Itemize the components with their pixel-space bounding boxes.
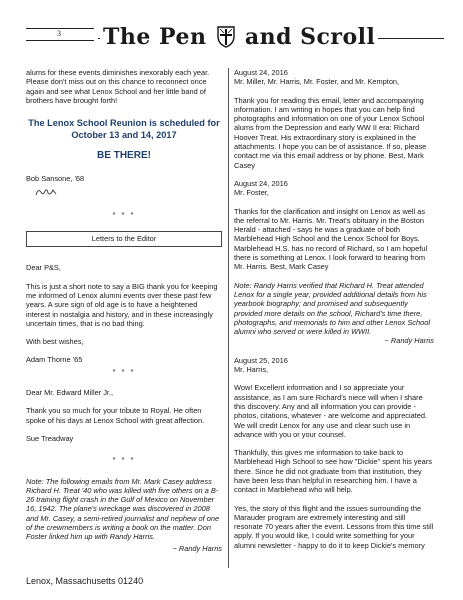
email-2-body: Thanks for the clarification and insight on Lenox as well as the referral to Mr. Harris. Mr. Treat's obituary in the Boston Herald - attached - says he was a graduate of both Marblehead High School and the Lenox School for Boys. Marblehead H.S. has no record of Richard, so I am hopeful there is something at Lenox. I look forward to hearing from Mr. Harris. Best, Mark Casey — [234, 206, 428, 272]
letter-1-closing: With best wishes, — [26, 337, 84, 347]
email-1-salutation: Mr. Miller, Mr. Harris, Mr. Foster, and Mr. Kempton, — [234, 77, 400, 87]
editor-note-2: Note: Randy Harris verified that Richard H. Treat attended Lenox for a single year; provided additional details from his yearbook biography; and promised and subsequently provided more details on the school, Richard's time there, photographs, and memorials to him and other Lenox School alumni who served or were killed in WWII. — [234, 280, 430, 337]
column-divider — [228, 68, 229, 568]
page-number-box — [26, 28, 94, 42]
left-column — [26, 68, 222, 553]
reunion-announcement: The Lenox School Reunion is scheduled for October 13 and 14, 2017 — [28, 118, 220, 140]
email-1-body: Thank you for reading this email, letter and accompanying information. I am writing in hopes that you can help find photographs and information on one of your Lenox School alums from the Depression and early WW II era: Richard Hoover Treat. His extraordinary story is explained in the attachments. I hope you can be of assistance. If so, please contact me via this email address or by phone. Best, Mark Casey — [234, 95, 427, 170]
right-column — [234, 68, 434, 559]
letter-1-signature: Adam Thorne '65 — [26, 355, 83, 365]
note-2-attribution: ~ Randy Harris — [384, 336, 434, 346]
email-2-date: August 24, 2016 — [234, 178, 288, 188]
letter-2-signature: Sue Treadway — [26, 433, 74, 443]
crest-icon — [217, 26, 235, 48]
title-part-2: and Scroll — [244, 24, 376, 50]
separator-stars: * * * — [112, 209, 136, 219]
email-3-date: August 25, 2016 — [234, 355, 288, 365]
separator-stars: * * * — [112, 455, 136, 465]
email-1-date: August 24, 2016 — [234, 68, 288, 77]
intro-paragraph: alums for these events diminishes inexorably each year. Please don't miss out on this chance to reconnect once again and see what Lenox School and her little band of brothers have brought forth! — [26, 68, 210, 105]
letter-1-body: This is just a short note to say a BIG thank you for keeping me informed of Lenox alumni events over these past few years. A sure sign of old age is to have a heightened interest in nostalgia and history, and in these increasingly uncertain times, that is no bad thing. — [26, 281, 218, 328]
email-3-salutation: Mr. Harris, — [234, 365, 269, 375]
footer-address: Lenox, Massachusetts 01240 — [26, 576, 144, 586]
separator-stars: * * * — [112, 366, 136, 376]
email-3-body-1: Wow! Excellent information and I so appreciate your assistance, as I am sure Richard's niece will when I share this discovery. Any and all information you can provide - photos, citations, whatever - are welcome and appreciated. We will credit Lenox for any use and clear such use in advance with you or your counsel. — [234, 383, 428, 439]
masthead — [26, 22, 444, 62]
newsletter-title — [100, 24, 378, 50]
letters-heading: Letters to the Editor — [26, 231, 222, 247]
note-attribution: ~ Randy Harris — [172, 543, 222, 553]
editor-note: Note: The following emails from Mr. Mark Casey address Richard H. Treat '40 who was killed with five others on a B-26 training flight crash in the Gulf of Mexico on November 16, 1942. The plane's wreckage was discovered in 2008 and Mr. Casey, a semi-retired journalist and nephew of one of the crewmembers is writing a book on the matter. Don Foster linked him up with Randy Harris. — [26, 476, 220, 542]
title-part-1: The Pen — [103, 24, 207, 50]
email-3-body-3: Yes, the story of this flight and the issues surrounding the Marauder program are extremely interesting and still resonate 70 years after the event. Lessons from this time still apply. If you would like, I could write something for your alumni newsletter - happy to do it to keep Dickie's memory — [234, 503, 434, 550]
email-3-body-2: Thankfully, this gives me information to take back to Marblehead High School to see how "Dickie" spent his years there. Since he did not graduate from that institution, they have been less than helpful in researching him. I have a contact in Marblehead who will help. — [234, 448, 432, 495]
letter-2-greeting: Dear Mr. Edward Miller Jr., — [26, 388, 114, 398]
letter-1-greeting: Dear P&S, — [26, 263, 61, 273]
letter-2-body: Thank you so much for your tribute to Royal. He often spoke of his days at Lenox School with great affection. — [26, 406, 205, 425]
be-there-heading: BE THERE! — [97, 150, 151, 162]
page-number: 3 — [57, 29, 61, 38]
signoff: Bob Sansone, '68 — [26, 174, 85, 184]
email-2-salutation: Mr. Foster, — [234, 188, 269, 198]
handwritten-signature — [34, 186, 58, 198]
